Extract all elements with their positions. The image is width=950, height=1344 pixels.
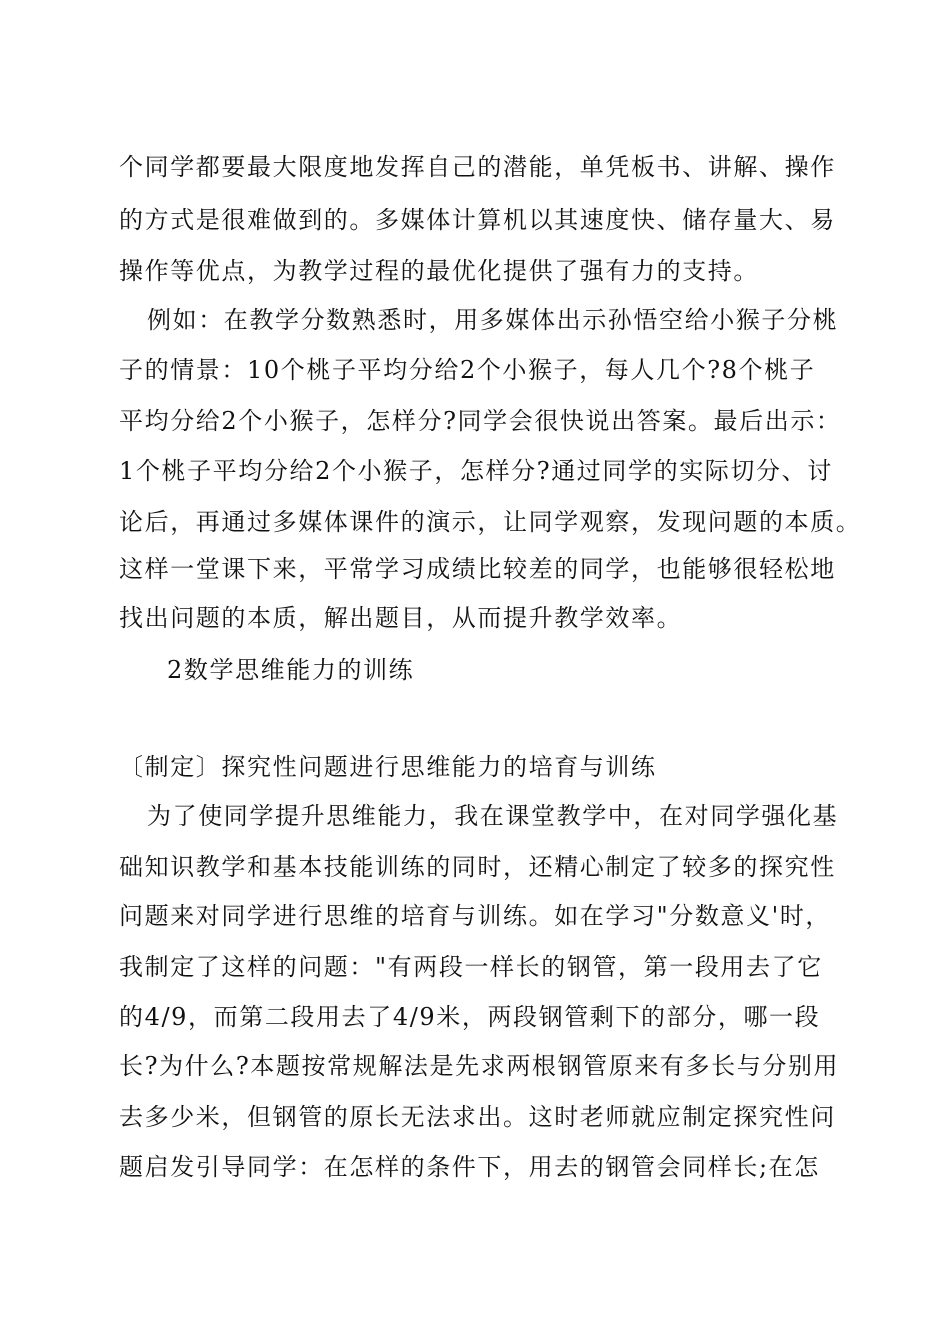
paragraph-2-line-4: 1个桃子平均分给2个小猴子，怎样分?通过同学的实际切分、讨 (119, 457, 833, 485)
paragraph-1-line-3: 操作等优点，为教学过程的最优化提供了强有力的支持。 (119, 257, 759, 285)
paragraph-3-line-2: 础知识教学和基本技能训练的同时，还精心制定了较多的探究性 (119, 853, 836, 881)
paragraph-1-line-2: 的方式是很难做到的。多媒体计算机以其速度快、储存量大、易 (119, 206, 836, 234)
paragraph-3-line-5: 的4/9，而第二段用去了4/9米，两段钢管剩下的部分，哪一段 (119, 1003, 821, 1031)
section-heading: 2数学思维能力的训练 (167, 656, 415, 684)
paragraph-3-line-8: 题启发引导同学：在怎样的条件下，用去的钢管会同样长;在怎 (119, 1153, 820, 1181)
paragraph-3-line-3: 问题来对同学进行思维的培育与训练。如在学习"分数意义'时， (119, 902, 832, 930)
paragraph-2-line-5: 论后，再通过多媒体课件的演示，让同学观察，发现问题的本质。 (119, 508, 862, 536)
paragraph-3-line-4: 我制定了这样的问题："有两段一样长的钢管，第一段用去了它 (119, 953, 823, 981)
paragraph-2-line-3: 平均分给2个小猴子，怎样分?同学会很快说出答案。最后出示： (119, 407, 842, 435)
paragraph-3-line-1: 为了使同学提升思维能力，我在课堂教学中，在对同学强化基 (147, 802, 839, 830)
paragraph-1-line-1: 个同学都要最大限度地发挥自己的潜能，单凭板书、讲解、操作 (119, 153, 836, 181)
paragraph-2-line-2: 子的情景：10个桃子平均分给2个小猴子，每人几个?8个桃子 (119, 356, 816, 384)
paragraph-2-line-1: 例如：在教学分数熟悉时，用多媒体出示孙悟空给小猴子分桃 (147, 306, 839, 334)
paragraph-3-line-6: 长?为什么?本题按常规解法是先求两根钢管原来有多长与分别用 (119, 1052, 840, 1080)
paragraph-2-line-7: 找出问题的本质，解出题目，从而提升教学效率。 (119, 604, 683, 632)
paragraph-3-line-7: 去多少米，但钢管的原长无法求出。这时老师就应制定探究性问 (119, 1103, 836, 1131)
subsection-heading: 〔制定〕探究性问题进行思维能力的培育与训练 (119, 753, 657, 781)
paragraph-2-line-6: 这样一堂课下来，平常学习成绩比较差的同学，也能够很轻松地 (119, 555, 836, 583)
